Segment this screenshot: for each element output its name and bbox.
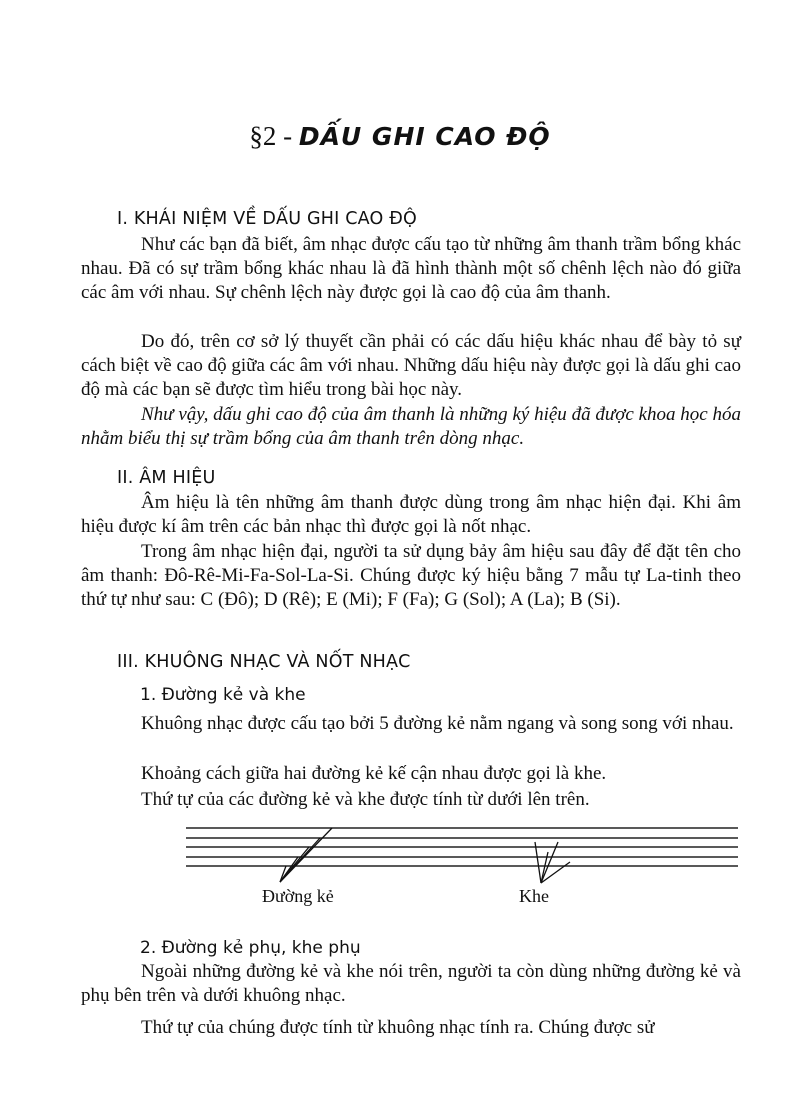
italic-paragraph: Như vậy, dấu ghi cao độ của âm thanh là những ký hiệu đã được khoa học hóa nhằm biểu thị sự trầm bổng của âm thanh trên dòng nhạc. — [81, 404, 741, 449]
paragraph: Âm hiệu là tên những âm thanh được dùng trong âm nhạc hiện đại. Khi âm hiệu được kí âm trên các bản nhạc thì được gọi là nốt nhạc. — [81, 492, 741, 537]
line-pointers — [280, 828, 332, 882]
subheading-1: 1. Đường kẻ và khe — [140, 685, 306, 705]
section-heading-3: III. KHUÔNG NHẠC VÀ NỐT NHẠC — [117, 652, 411, 672]
space-pointers — [535, 842, 570, 883]
label-lines: Đường kẻ — [262, 886, 334, 906]
paragraph: Như các bạn đã biết, âm nhạc được cấu tạo từ những âm thanh trầm bổng khác nhau. Đã có sự trầm bổng khác nhau là đã hình thành một số chênh lệch nào đó giữa các âm với nhau. Sự chênh lệch này được gọi là cao độ của âm thanh. — [81, 234, 741, 303]
section-title: DẤU GHI CAO ĐỘ — [298, 122, 551, 151]
section-heading-2: II. ÂM HIỆU — [117, 468, 216, 488]
paragraph: Do đó, trên cơ sở lý thuyết cần phải có các dấu hiệu khác nhau để bày tỏ sự cách biệt về cao độ giữa các âm với nhau. Những dấu hiệu này được gọi là dấu ghi cao độ mà các bạn sẽ được tìm hiểu trong bài học này. — [81, 331, 741, 400]
paragraph: Khoảng cách giữa hai đường kẻ kế cận nhau được gọi là khe. — [141, 763, 607, 784]
paragraph: Khuông nhạc được cấu tạo bởi 5 đường kẻ nằm ngang và song song với nhau. — [141, 713, 734, 734]
paragraph: Trong âm nhạc hiện đại, người ta sử dụng bảy âm hiệu sau đây để đặt tên cho âm thanh: Đô-Rê-Mi-Fa-Sol-La-Si. Chúng được ký hiệu bằng 7 mẫu tự La-tinh theo thứ tự như sau: C (Đô); D (Rê); E (Mi); F (Fa); G (Sol); A (La); B (Si). — [81, 541, 741, 610]
paragraph: Thứ tự của các đường kẻ và khe được tính từ dưới lên trên. — [141, 789, 590, 810]
label-spaces: Khe — [519, 886, 549, 906]
paragraph: Thứ tự của chúng được tính từ khuông nhạc tính ra. Chúng được sử — [141, 1017, 655, 1038]
subheading-2: 2. Đường kẻ phụ, khe phụ — [140, 938, 361, 958]
paragraph: Ngoài những đường kẻ và khe nói trên, người ta còn dùng những đường kẻ và phụ bên trên và dưới khuông nhạc. — [81, 961, 741, 1006]
section-heading-1: I. KHÁI NIỆM VỀ DẤU GHI CAO ĐỘ — [117, 209, 417, 229]
section-number: §2 - — [249, 121, 299, 151]
staff-lines — [186, 828, 738, 866]
